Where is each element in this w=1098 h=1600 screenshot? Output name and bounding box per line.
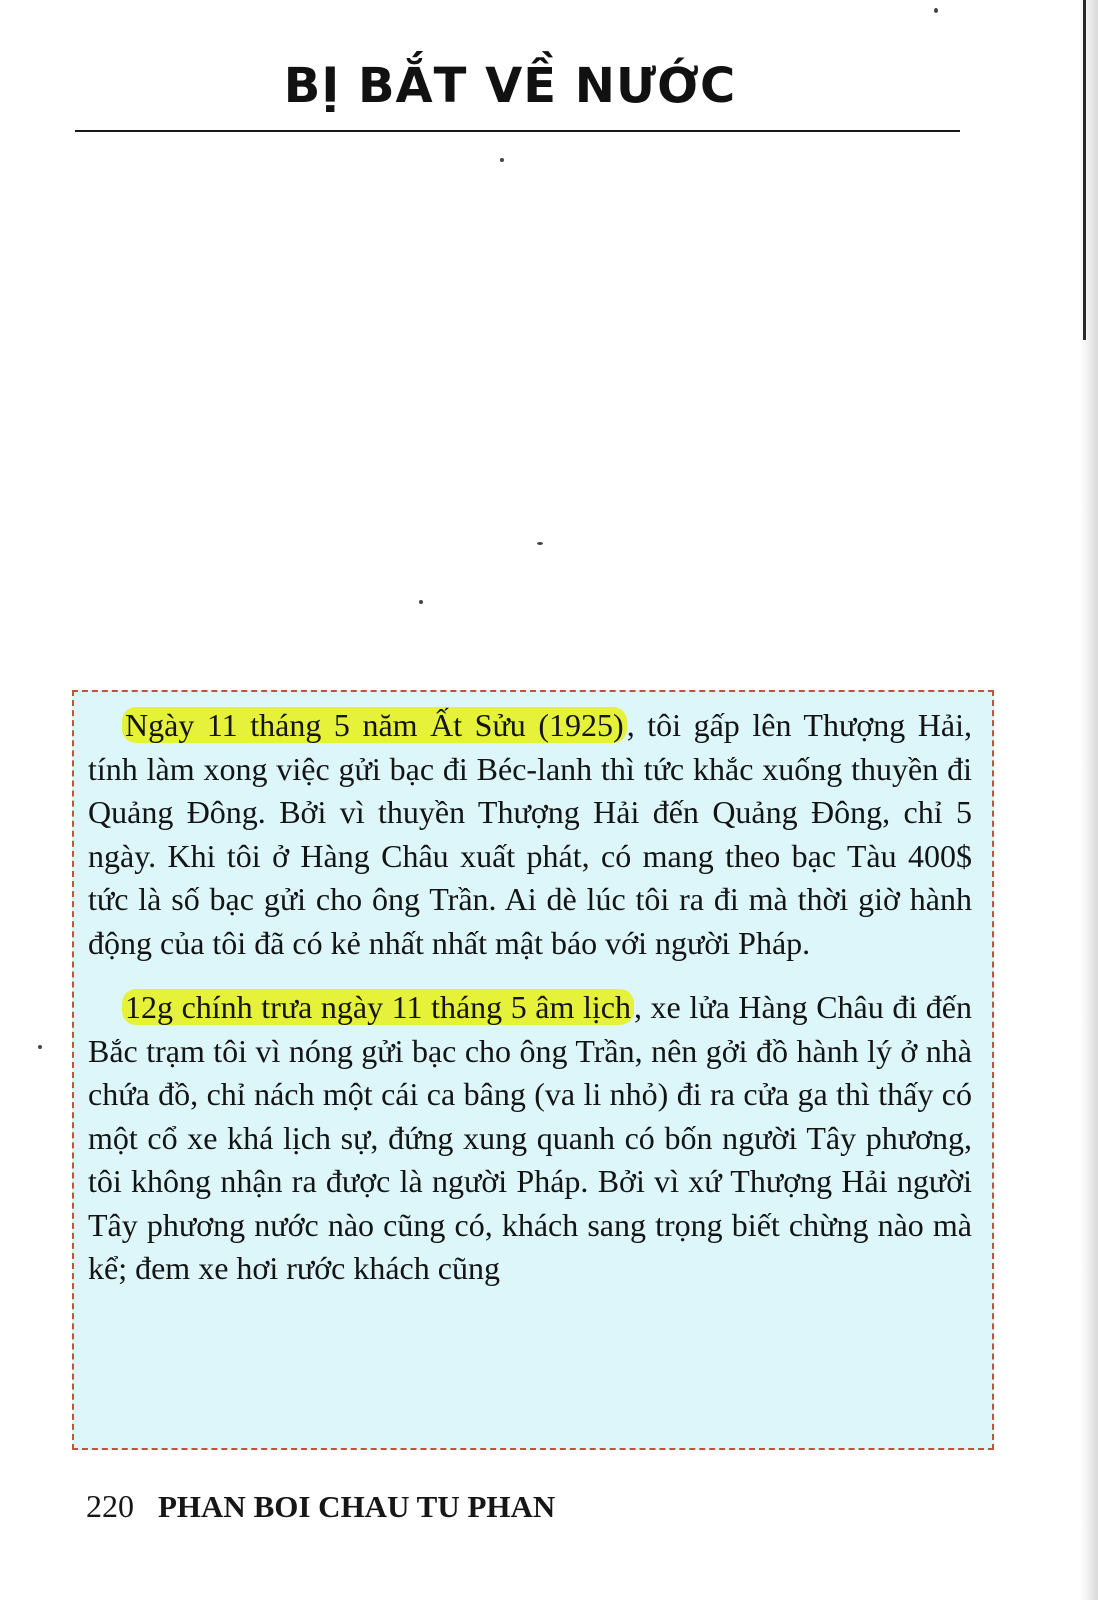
page-number: 220 <box>86 1488 134 1524</box>
paragraph-2-text: , xe lửa Hàng Châu đi đến Bắc trạm tôi vì nóng gửi bạc cho ông Trần, nên gởi đồ hành lý ở nhà chứa đồ, chỉ nách một cái ca bâng (va li nhỏ) đi ra cửa ga thì thấy có một cổ xe khá lịch sự, đứng xung quanh có bốn người Tây phương, tôi không nhận ra được là người Pháp. Bởi vì xứ Thượng Hải người Tây phương nước nào cũng có, khách sang trọng biết chừng nào mà kể; đem xe hơi rước khách cũng <box>88 989 973 1286</box>
paragraph-1-text: , tôi gấp lên Thượng Hải, tính làm xong việc gửi bạc đi Béc-lanh thì tức khắc xuống thuyền đi Quảng Đông. Bởi vì thuyền Thượng Hải đến Quảng Đông, chỉ 5 ngày. Khi tôi ở Hàng Châu xuất phát, có mang theo bạc Tàu 400$ tức là số bạc gửi cho ông Trần. Ai dè lúc tôi ra đi mà thời giờ hành động của tôi đã có kẻ nhất nhất mật báo với người Pháp. <box>88 707 973 961</box>
title-rule <box>75 130 960 132</box>
scan-speck <box>500 158 504 162</box>
page-footer <box>86 1488 555 1525</box>
scan-speck <box>419 600 423 604</box>
scan-speck <box>537 542 543 545</box>
page-edge-line <box>1083 0 1086 340</box>
scan-speck <box>38 1045 42 1049</box>
highlighted-phrase-1: Ngày 11 tháng 5 năm Ất Sửu (1925) <box>122 707 627 743</box>
chapter-title: BỊ BẮT VỀ NƯỚC <box>283 58 737 114</box>
highlighted-text-block <box>72 690 994 1450</box>
paragraph-2 <box>88 986 972 1291</box>
scan-speck <box>934 8 938 13</box>
running-book-title: PHAN BOI CHAU TU PHAN <box>158 1489 556 1524</box>
highlighted-phrase-2: 12g chính trưa ngày 11 tháng 5 âm lịch <box>122 989 634 1025</box>
paragraph-1 <box>88 704 972 965</box>
